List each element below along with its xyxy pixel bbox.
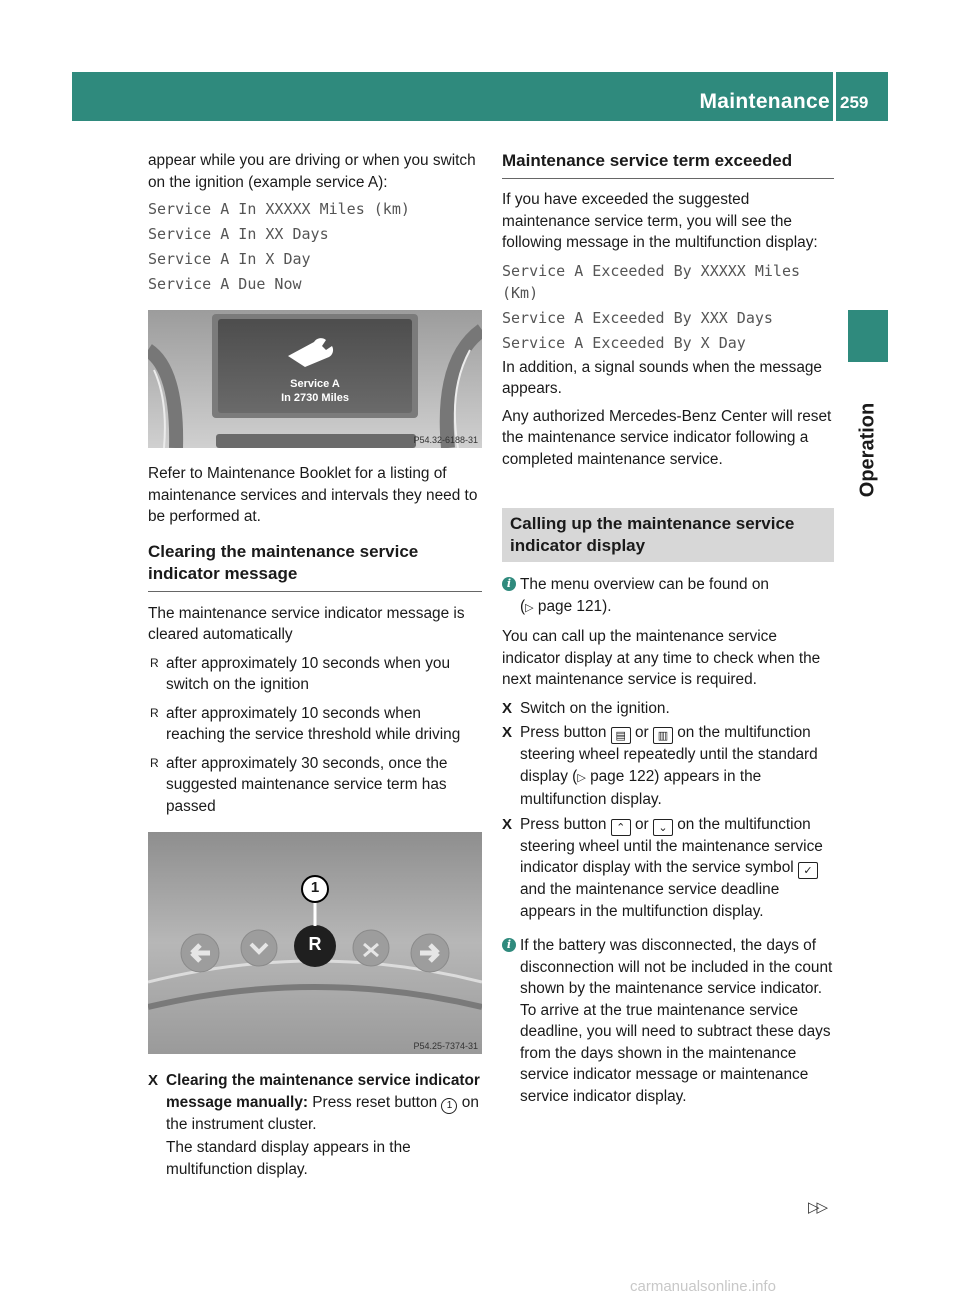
bullet-marker: R bbox=[150, 655, 159, 670]
step-text: Press button bbox=[520, 815, 607, 833]
step-marker: X bbox=[502, 724, 513, 741]
section-heading: Clearing the maintenance service indicator message bbox=[148, 541, 482, 592]
wrench-service-icon: ✓ bbox=[798, 862, 818, 879]
message-line: Service A In X Day bbox=[148, 250, 311, 268]
step-text: ) appears in the multifunction display. bbox=[520, 767, 762, 808]
side-tab-label bbox=[842, 375, 894, 525]
info-note: i The menu overview can be found on (▷ page 121). bbox=[502, 574, 834, 619]
message-line: Service A In XX Days bbox=[148, 225, 329, 243]
section-title: Maintenance bbox=[699, 90, 830, 113]
message-line: Service A Exceeded By X Day bbox=[502, 333, 746, 352]
step-bold: Clearing the maintenance service indicator message manually: bbox=[166, 1072, 480, 1111]
instruction-step bbox=[502, 814, 834, 923]
clear-intro: The maintenance service indicator message is cleared automatically bbox=[148, 604, 465, 643]
info-note bbox=[502, 935, 834, 1107]
screen-line-2: In 2730 Miles bbox=[281, 392, 349, 404]
arrow-up-button-icon: ⌃ bbox=[611, 819, 631, 836]
info-icon: i bbox=[502, 577, 516, 591]
section-heading-box: Calling up the maintenance service indicator display bbox=[502, 508, 834, 562]
reset-button-label: R bbox=[308, 934, 322, 954]
intro-text: appear while you are driving or when you switch on the ignition (example service A): bbox=[148, 152, 476, 191]
message-line: Service A Due Now bbox=[148, 275, 302, 293]
step-text: and the maintenance service deadline appears in the multifunction display. bbox=[520, 881, 780, 920]
reset-text: Any authorized Mercedes-Benz Center will reset the maintenance service indicator following a completed maintenance service. bbox=[502, 407, 832, 468]
exceeded-intro: If you have exceeded the suggested maintenance service term, you will see the following message in the multifunction display: bbox=[502, 191, 818, 251]
step-text: or bbox=[634, 724, 649, 741]
list-item bbox=[148, 753, 482, 818]
step-text: Switch on the ignition. bbox=[520, 699, 670, 717]
header-divider bbox=[833, 72, 836, 121]
instruction-step bbox=[502, 722, 834, 811]
side-tab-marker bbox=[848, 310, 888, 362]
step-marker: X bbox=[502, 815, 513, 833]
step-text: on the multifunction steering wheel repeatedly until the standard display ( bbox=[520, 724, 818, 785]
list-item-text: after approximately 10 seconds when reaching the service threshold while driving bbox=[166, 704, 461, 743]
message-line: Service A Exceeded By XXX Days bbox=[502, 308, 773, 327]
instruction-step bbox=[148, 1070, 482, 1135]
arrow-right-icon: ▷ bbox=[577, 771, 586, 784]
callout-number: 1 bbox=[310, 879, 320, 896]
condition-list bbox=[148, 653, 482, 818]
step-text: Press button bbox=[520, 724, 607, 741]
page-header bbox=[72, 72, 888, 121]
info-icon: i bbox=[502, 938, 516, 952]
list-item bbox=[148, 653, 482, 696]
page-ref: page 122 bbox=[590, 767, 655, 785]
step-result: The standard display appears in the multifunction display. bbox=[166, 1139, 411, 1178]
bullet-marker: R bbox=[150, 755, 159, 770]
step-text: on the multifunction steering wheel until the maintenance service indicator display with the service symbol bbox=[520, 815, 823, 876]
call-up-text: You can call up the maintenance service indicator display at any time to check when the next maintenance service is required. bbox=[502, 628, 821, 688]
bullet-marker: R bbox=[150, 705, 159, 720]
signal-text: In addition, a signal sounds when the message appears. bbox=[502, 358, 822, 397]
next-page-icon: ▷▷ bbox=[808, 1199, 826, 1216]
cluster-display-figure bbox=[148, 310, 482, 448]
footer-watermark: carmanualsonline.info bbox=[630, 1278, 776, 1295]
menu-right-button-icon: ▥ bbox=[653, 727, 673, 744]
message-line: Service A In XXXXX Miles (km) bbox=[148, 200, 410, 218]
figure-code: P54.25-7374-31 bbox=[413, 1041, 478, 1051]
instruction-step bbox=[502, 698, 834, 720]
callout-ref: 1 bbox=[441, 1098, 457, 1114]
message-line: Service A Exceeded By XXXXX Miles (Km) bbox=[502, 261, 801, 302]
page-ref: page 121 bbox=[537, 597, 603, 615]
list-item-text: after approximately 10 seconds when you switch on the ignition bbox=[166, 654, 451, 693]
step-text: or bbox=[634, 815, 649, 833]
info-text: If the battery was disconnected, the days of disconnection will not be included in the count shown by the maintenance service indicator. To arrive at the true maintenance service deadline, you will need to subtract these days from the days shown in the maintenance service indicator message or maintenance service indicator display. bbox=[520, 937, 833, 1105]
step-marker: X bbox=[148, 1072, 159, 1089]
right-column bbox=[502, 150, 834, 1107]
step-text: Press reset button bbox=[312, 1093, 438, 1111]
list-item bbox=[148, 703, 482, 746]
refer-text: Refer to Maintenance Booklet for a listing of maintenance services and intervals they need to be performed at. bbox=[148, 465, 478, 525]
step-marker: X bbox=[502, 699, 513, 717]
menu-left-button-icon: ▤ bbox=[611, 727, 631, 744]
arrow-down-button-icon: ⌄ bbox=[653, 819, 673, 836]
info-text: The menu overview can be found on bbox=[520, 576, 769, 593]
side-tab-text: Operation bbox=[856, 402, 879, 498]
list-item-text: after approximately 30 seconds, once the suggested maintenance service term has passed bbox=[166, 754, 448, 815]
reset-button-figure bbox=[148, 832, 482, 1054]
screen-line-1: Service A bbox=[290, 378, 340, 390]
arrow-right-icon: ▷ bbox=[525, 601, 534, 614]
figure-code: P54.32-6188-31 bbox=[413, 435, 478, 445]
section-heading: Maintenance service term exceeded bbox=[502, 150, 834, 179]
left-column bbox=[148, 150, 482, 1180]
step-text: on the instrument cluster. bbox=[166, 1093, 479, 1133]
page-number: 259 bbox=[840, 93, 869, 112]
